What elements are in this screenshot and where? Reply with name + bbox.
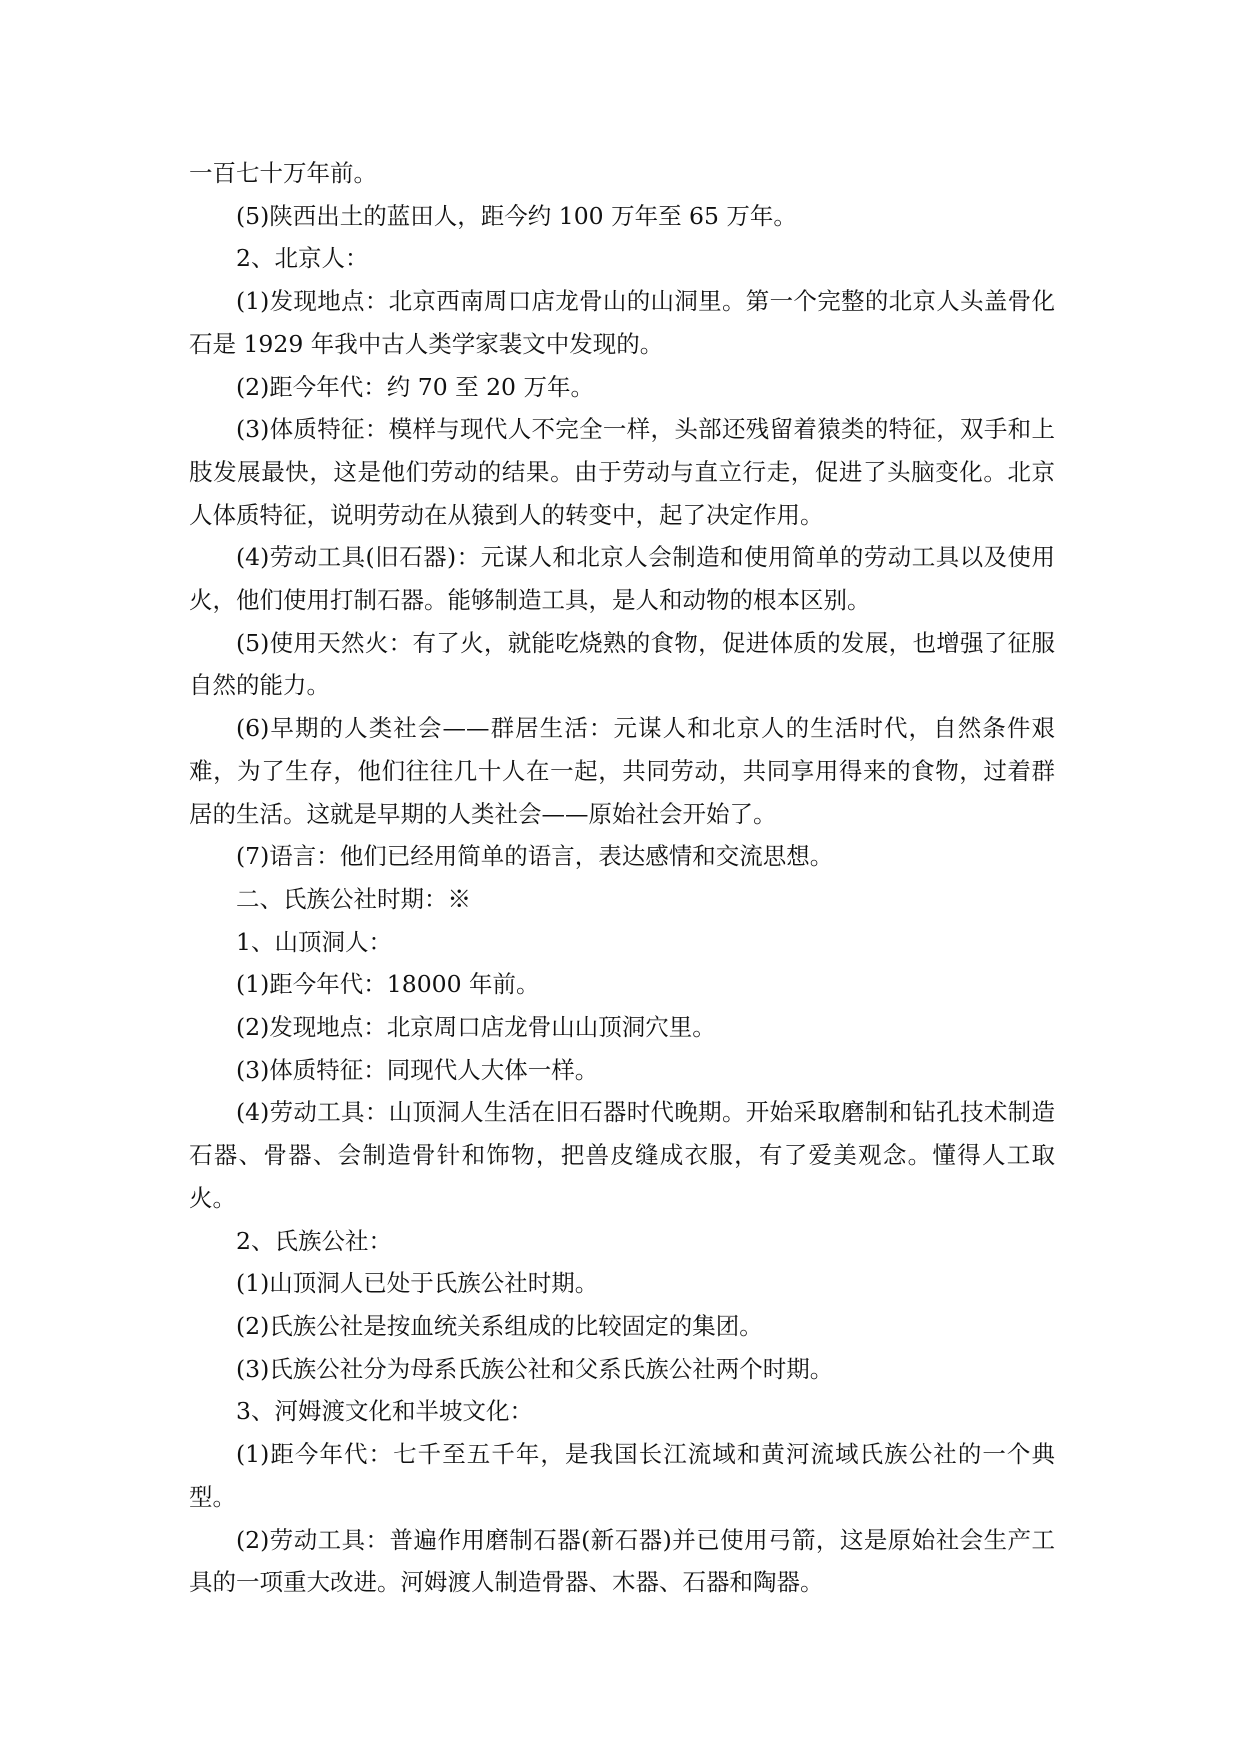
paragraph-upper-cave-site: (2)发现地点：北京周口店龙骨山山顶洞穴里。	[236, 1013, 716, 1042]
paragraph-hemudu-age: (1)距今年代：七千至五千年，是我国长江流域和黄河流域氏族公社的一个典型。	[189, 1440, 1055, 1511]
paragraph-continuation: 一百七十万年前。	[189, 159, 377, 187]
document-page	[189, 152, 1055, 1604]
heading-upper-cave-man: 1、山顶洞人：	[236, 927, 392, 956]
paragraph-early-society: (6)早期的人类社会——群居生活：元谋人和北京人的生活时代，自然条件艰难，为了生存，他们往往几十人在一起，共同劳动，共同享用得来的食物，过着群居的生活。这就是早期的人类社会——原始社会开始了。	[189, 714, 1055, 828]
paragraph-upper-cave-traits: (3)体质特征：同现代人大体一样。	[236, 1055, 599, 1084]
heading-hemudu-banpo: 3、河姆渡文化和半坡文化：	[236, 1397, 533, 1426]
paragraph-clan-1: (1)山顶洞人已处于氏族公社时期。	[236, 1269, 599, 1298]
paragraph-natural-fire: (5)使用天然火：有了火，就能吃烧熟的食物，促进体质的发展，也增强了征服自然的能力。	[189, 628, 1055, 700]
paragraph-upper-cave-tools: (4)劳动工具：山顶洞人生活在旧石器时代晚期。开始采取磨制和钻孔技术制造石器、骨器、会制造骨针和饰物，把兽皮缝成衣服，有了爱美观念。懂得人工取火。	[189, 1098, 1055, 1212]
paragraph-clan-3: (3)氏族公社分为母系氏族公社和父系氏族公社两个时期。	[236, 1354, 834, 1383]
paragraph-lantian-man: (5)陕西出土的蓝田人，距今约 100 万年至 65 万年。	[236, 201, 797, 230]
paragraph-clan-2: (2)氏族公社是按血统关系组成的比较固定的集团。	[236, 1311, 763, 1340]
heading-peking-man: 2、北京人：	[236, 244, 369, 273]
heading-clan-commune: 2、氏族公社：	[236, 1226, 392, 1255]
paragraph-upper-cave-age: (1)距今年代：18000 年前。	[236, 970, 540, 999]
paragraph-hemudu-tools: (2)劳动工具：普遍作用磨制石器(新石器)并已使用弓箭，这是原始社会生产工具的一项重大改进。河姆渡人制造骨器、木器、石器和陶器。	[189, 1525, 1055, 1597]
paragraph-language: (7)语言：他们已经用简单的语言，表达感情和交流思想。	[236, 842, 834, 871]
paragraph-physical-traits: (3)体质特征：模样与现代人不完全一样，头部还残留着猿类的特征，双手和上肢发展最快，这是他们劳动的结果。由于劳动与直立行走，促进了头脑变化。北京人体质特征，说明劳动在从猿到人的转变中，起了决定作用。	[189, 415, 1055, 529]
paragraph-tools: (4)劳动工具(旧石器)：元谋人和北京人会制造和使用简单的劳动工具以及使用火，他们使用打制石器。能够制造工具，是人和动物的根本区别。	[189, 543, 1055, 615]
paragraph-age: (2)距今年代：约 70 至 20 万年。	[236, 372, 594, 401]
heading-clan-commune-period: 二、氏族公社时期：※	[236, 884, 471, 913]
paragraph-discovery-site: (1)发现地点：北京西南周口店龙骨山的山洞里。第一个完整的北京人头盖骨化石是 1929 年我中古人类学家裴文中发现的。	[189, 287, 1055, 358]
